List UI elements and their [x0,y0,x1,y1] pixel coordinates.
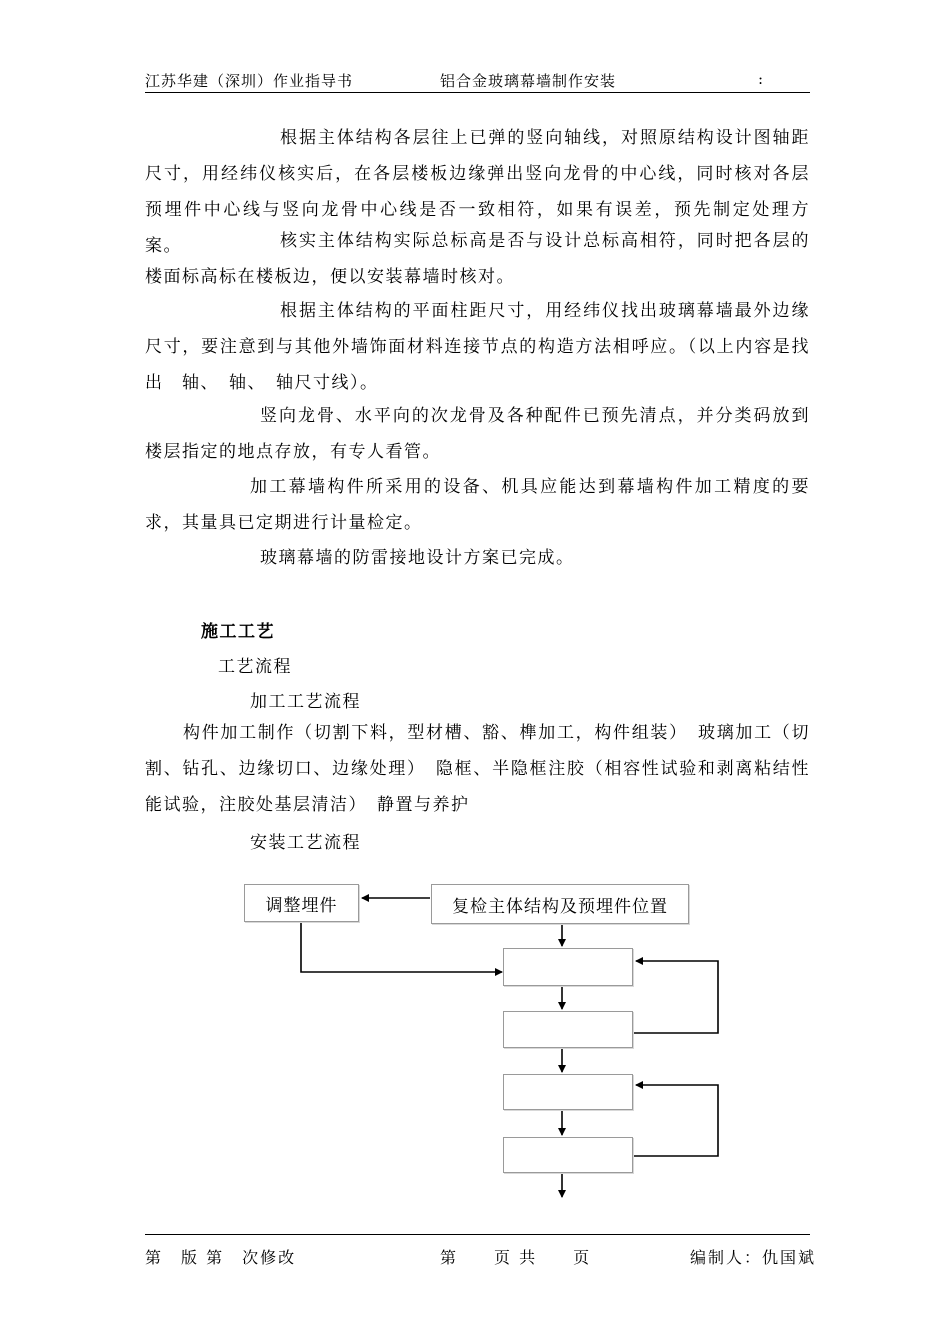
flow-box-adjust-embedded: 调整埋件 [244,884,359,922]
paragraph-keel-storage: 竖向龙骨、水平向的次龙骨及各种配件已预先清点，并分类码放到楼层指定的地点存放，有专人看管。 [145,406,810,462]
paragraph-lightning: 玻璃幕墙的防雷接地设计方案已完成。 [260,548,575,568]
header-doc-title: 江苏华建（深圳）作业指导书 [145,72,354,90]
flow-box-recheck-structure: 复检主体结构及预埋件位置 [431,884,689,924]
header-right-mark: : [758,70,765,88]
fabrication-process-text: 构件加工制作（切割下料，型材槽、豁、榫加工，构件组装） 玻璃加工（切割、钻孔、边缘切口、边缘处理） 隐框、半隐框注胶（相容性试验和剥离粘结性能试验，注胶处基层清洁） 静置与养护 [145,723,810,815]
flow-box-step-3 [503,1074,633,1110]
subsection-fabrication-flow: 加工工艺流程 [250,692,361,712]
subsection-installation-flow: 安装工艺流程 [250,833,361,853]
paragraph-equipment: 加工幕墙构件所采用的设备、机具应能达到幕墙构件加工精度的要求，其量具已定期进行计量检定。 [145,477,810,533]
flow-box-step-2 [503,1011,633,1048]
footer-page-count: 第 页 共 页 [440,1248,592,1267]
section-title: 施工工艺 [201,622,275,642]
header-section-title: 铝合金玻璃幕墙制作安装 [440,72,617,90]
flow-box-step-4 [503,1137,633,1173]
footer-author: 编制人：仇国斌 [690,1248,817,1267]
paragraph-column-spacing: 根据主体结构的平面柱距尺寸，用经纬仪找出玻璃幕墙最外边缘尺寸，要注意到与其他外墙饰面材料连接节点的构造方法相呼应。（以上内容是找出 轴、 轴、 轴尺寸线）。 [145,301,810,393]
footer-rule [145,1234,810,1235]
paragraph-axis-check: 根据主体结构各层往上已弹的竖向轴线，对照原结构设计图轴距尺寸，用经纬仪核实后，在各层楼板边缘弹出竖向龙骨的中心线，同时核对各层预埋件中心线与竖向龙骨中心线是否一致相符，如果有误差，预先制定处理方案。 [145,128,810,256]
flow-box-step-1 [503,948,633,986]
footer-revision: 第 版 第 次修改 [145,1248,297,1267]
subsection-process-flow: 工艺流程 [218,657,292,677]
paragraph-elevation-check: 核实主体结构实际总标高是否与设计总标高相符，同时把各层的楼面标高标在楼板边，便以安装幕墙时核对。 [145,231,810,287]
